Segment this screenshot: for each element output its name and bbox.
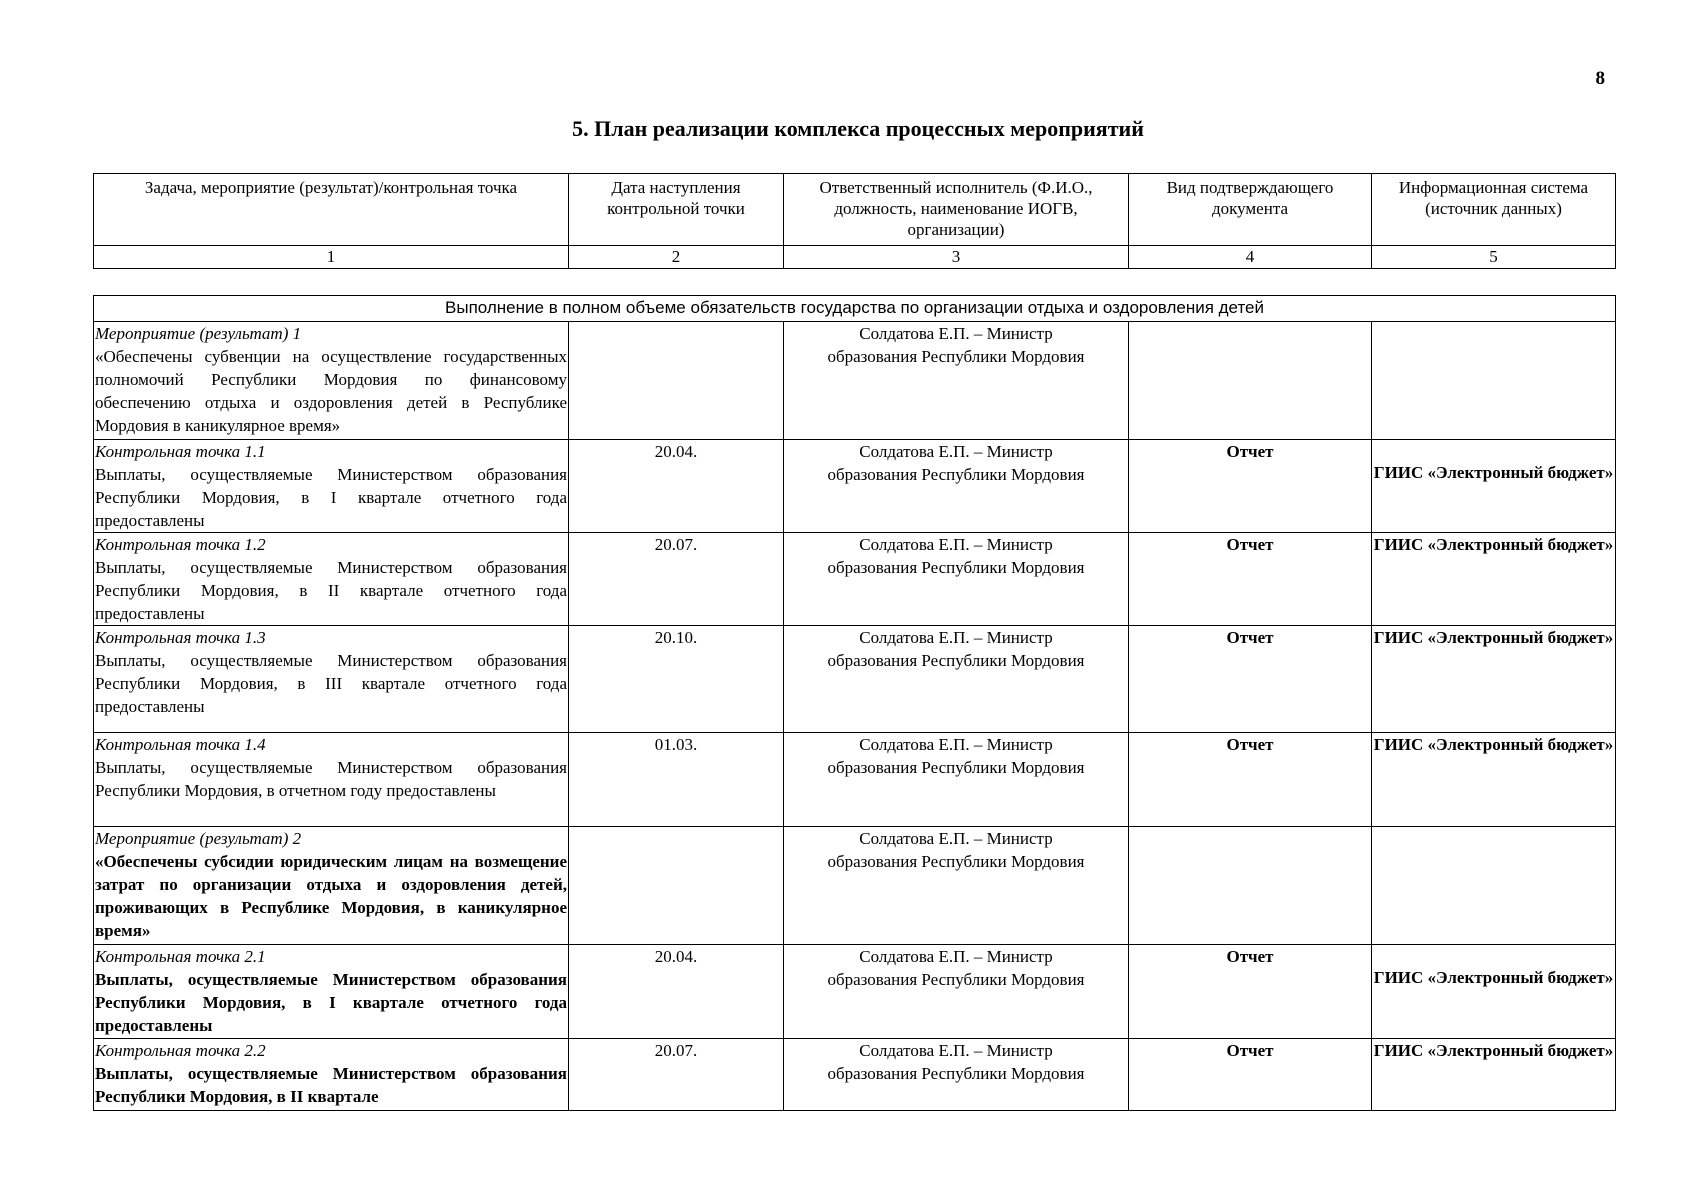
executor-cell bbox=[784, 440, 1129, 533]
table-row bbox=[94, 440, 1616, 533]
executor-cell bbox=[784, 733, 1129, 827]
document-cell: Отчет bbox=[1129, 533, 1372, 626]
task-cell bbox=[94, 322, 569, 440]
date-cell: 20.07. bbox=[569, 1039, 784, 1111]
task-text: Выплаты, осуществляемые Министерством образования Республики Мордовия, в II квартале отчетного года предоставлены bbox=[95, 558, 567, 623]
document-cell bbox=[1129, 322, 1372, 440]
executor-cell bbox=[784, 945, 1129, 1039]
task-cell bbox=[94, 440, 569, 533]
column-number: 3 bbox=[784, 246, 1129, 269]
task-text: «Обеспечены субвенции на осуществление государственных полномочий Республики Мордовия по финансовому обеспечению отдыха и оздоровления детей в Республике Мордовия в каникулярное время» bbox=[95, 347, 567, 435]
date-cell bbox=[569, 827, 784, 945]
executor-cell bbox=[784, 1039, 1129, 1111]
task-heading: Мероприятие (результат) 2 bbox=[95, 829, 302, 848]
column-number: 1 bbox=[94, 246, 569, 269]
task-text: Выплаты, осуществляемые Министерством образования Республики Мордовия, в III квартале отчетного года предоставлены bbox=[95, 651, 567, 716]
executor-cell bbox=[784, 827, 1129, 945]
task-cell bbox=[94, 945, 569, 1039]
date-cell: 20.04. bbox=[569, 945, 784, 1039]
executor-name: Солдатова Е.П. – Министр bbox=[859, 735, 1053, 754]
executor-org: образования Республики Мордовия bbox=[827, 465, 1085, 484]
task-text: «Обеспечены субсидии юридическим лицам на возмещение затрат по организации отдыха и оздоровления детей, проживающих в Республике Мордовия, в каникулярное время» bbox=[95, 852, 567, 940]
header-cell-task: Задача, мероприятие (результат)/контрольная точка bbox=[94, 174, 569, 246]
task-heading: Контрольная точка 2.1 bbox=[95, 947, 266, 966]
executor-name: Солдатова Е.П. – Министр bbox=[859, 324, 1053, 343]
task-heading: Контрольная точка 1.3 bbox=[95, 628, 266, 647]
executor-org: образования Республики Мордовия bbox=[827, 347, 1085, 366]
task-text: Выплаты, осуществляемые Министерством образования Республики Мордовия, в I квартале отчетного года предоставлены bbox=[95, 465, 567, 530]
document-cell: Отчет bbox=[1129, 440, 1372, 533]
executor-cell bbox=[784, 322, 1129, 440]
table-row bbox=[94, 945, 1616, 1039]
header-cell-system: Информационная система (источник данных) bbox=[1372, 174, 1616, 246]
task-text: Выплаты, осуществляемые Министерством образования Республики Мордовия, в I квартале отчетного года предоставлены bbox=[95, 970, 567, 1035]
section-row bbox=[94, 296, 1616, 322]
document-cell: Отчет bbox=[1129, 945, 1372, 1039]
document-cell: Отчет bbox=[1129, 626, 1372, 733]
executor-org: образования Республики Мордовия bbox=[827, 970, 1085, 989]
table-row bbox=[94, 733, 1616, 827]
table-row bbox=[94, 533, 1616, 626]
header-table bbox=[93, 173, 1616, 269]
date-cell: 01.03. bbox=[569, 733, 784, 827]
plan-table bbox=[93, 295, 1616, 1111]
column-number: 4 bbox=[1129, 246, 1372, 269]
table-row bbox=[94, 827, 1616, 945]
system-cell: ГИИС «Электронный бюджет» bbox=[1372, 945, 1616, 1039]
system-cell bbox=[1372, 827, 1616, 945]
header-cell-document: Вид подтверждающего документа bbox=[1129, 174, 1372, 246]
executor-name: Солдатова Е.П. – Министр bbox=[859, 535, 1053, 554]
executor-org: образования Республики Мордовия bbox=[827, 651, 1085, 670]
executor-name: Солдатова Е.П. – Министр bbox=[859, 442, 1053, 461]
document-cell: Отчет bbox=[1129, 733, 1372, 827]
task-heading: Контрольная точка 2.2 bbox=[95, 1041, 266, 1060]
task-text: Выплаты, осуществляемые Министерством образования Республики Мордовия, в отчетном году предоставлены bbox=[95, 758, 567, 800]
executor-org: образования Республики Мордовия bbox=[827, 558, 1085, 577]
executor-name: Солдатова Е.П. – Министр bbox=[859, 947, 1053, 966]
table-row bbox=[94, 322, 1616, 440]
table-row bbox=[94, 1039, 1616, 1111]
document-cell bbox=[1129, 827, 1372, 945]
header-row bbox=[94, 174, 1616, 246]
system-cell bbox=[1372, 322, 1616, 440]
document-cell: Отчет bbox=[1129, 1039, 1372, 1111]
system-cell: ГИИС «Электронный бюджет» bbox=[1372, 440, 1616, 533]
executor-name: Солдатова Е.П. – Министр bbox=[859, 829, 1053, 848]
column-number-row bbox=[94, 246, 1616, 269]
date-cell: 20.07. bbox=[569, 533, 784, 626]
task-cell bbox=[94, 626, 569, 733]
task-cell bbox=[94, 827, 569, 945]
task-heading: Контрольная точка 1.2 bbox=[95, 535, 266, 554]
task-heading: Мероприятие (результат) 1 bbox=[95, 324, 302, 343]
date-cell: 20.04. bbox=[569, 440, 784, 533]
column-number: 5 bbox=[1372, 246, 1616, 269]
task-heading: Контрольная точка 1.1 bbox=[95, 442, 266, 461]
system-cell: ГИИС «Электронный бюджет» bbox=[1372, 626, 1616, 733]
system-cell: ГИИС «Электронный бюджет» bbox=[1372, 533, 1616, 626]
executor-org: образования Республики Мордовия bbox=[827, 852, 1085, 871]
task-cell bbox=[94, 533, 569, 626]
page-number: 8 bbox=[1595, 68, 1605, 89]
page-title: 5. План реализации комплекса процессных мероприятий bbox=[572, 116, 1144, 141]
executor-org: образования Республики Мордовия bbox=[827, 1064, 1085, 1083]
executor-cell bbox=[784, 533, 1129, 626]
date-cell bbox=[569, 322, 784, 440]
task-text: Выплаты, осуществляемые Министерством образования Республики Мордовия, в II квартале bbox=[95, 1064, 567, 1106]
column-number: 2 bbox=[569, 246, 784, 269]
header-cell-executor: Ответственный исполнитель (Ф.И.О., должность, наименование ИОГВ, организации) bbox=[784, 174, 1129, 246]
system-cell: ГИИС «Электронный бюджет» bbox=[1372, 1039, 1616, 1111]
executor-name: Солдатова Е.П. – Министр bbox=[859, 1041, 1053, 1060]
table-row bbox=[94, 626, 1616, 733]
executor-cell bbox=[784, 626, 1129, 733]
executor-org: образования Республики Мордовия bbox=[827, 758, 1085, 777]
section-title: Выполнение в полном объеме обязательств государства по организации отдыха и оздоровления детей bbox=[94, 296, 1616, 322]
executor-name: Солдатова Е.П. – Министр bbox=[859, 628, 1053, 647]
task-cell bbox=[94, 1039, 569, 1111]
task-cell bbox=[94, 733, 569, 827]
date-cell: 20.10. bbox=[569, 626, 784, 733]
header-cell-date: Дата наступления контрольной точки bbox=[569, 174, 784, 246]
system-cell: ГИИС «Электронный бюджет» bbox=[1372, 733, 1616, 827]
task-heading: Контрольная точка 1.4 bbox=[95, 735, 266, 754]
